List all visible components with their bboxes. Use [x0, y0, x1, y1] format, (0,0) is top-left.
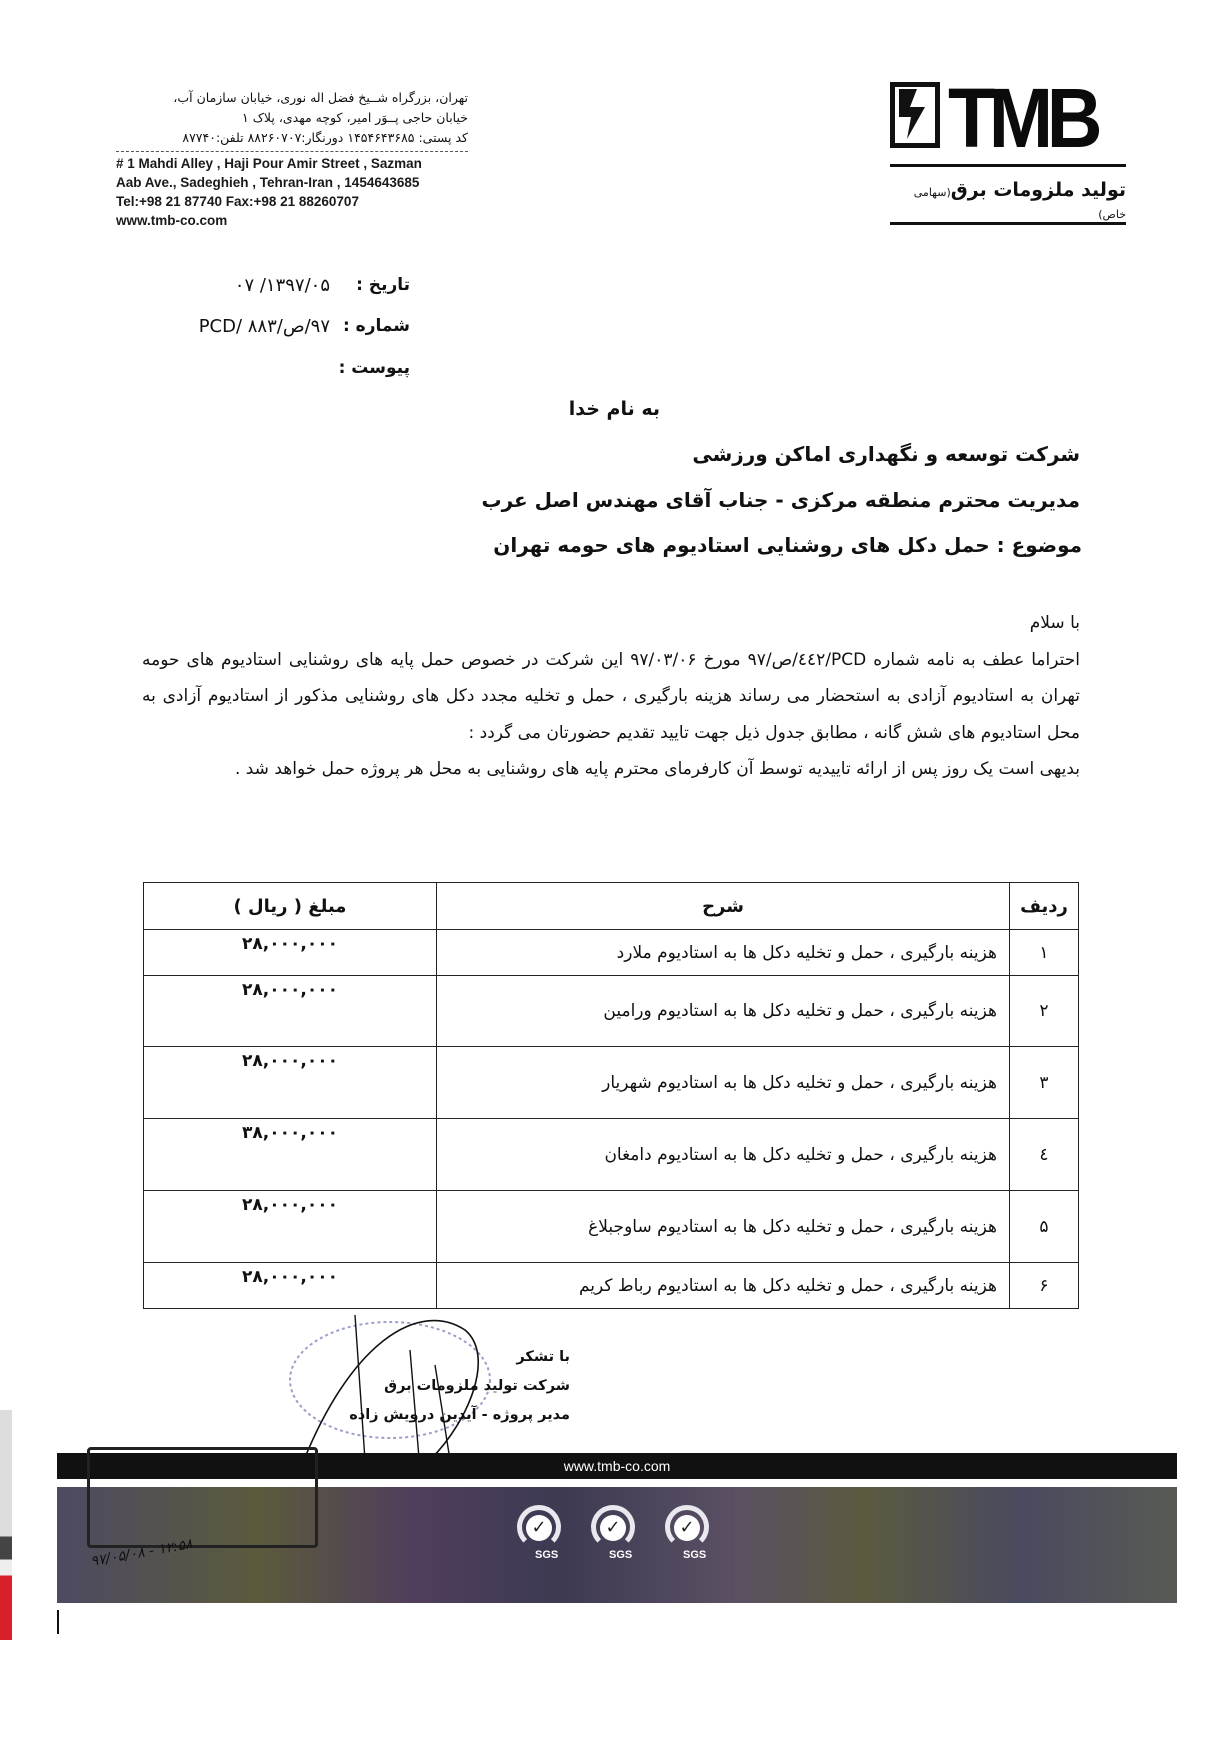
table-row — [144, 930, 1079, 976]
row-index: ٤ — [1010, 1119, 1079, 1191]
header-amount: مبلغ ( ریال ) — [144, 883, 437, 930]
date-row — [150, 275, 410, 301]
signature-block — [290, 1343, 570, 1430]
table-header-row — [144, 883, 1079, 930]
company-logo — [890, 71, 1130, 232]
recipient-addressee: مدیریت محترم منطقه مرکزی - جناب آقای مهندس اصل عرب — [481, 488, 1080, 512]
address-fa-line: کد پستی: ۱۴۵۴۶۴۳۶۸۵ دورنگار:۸۸۲۶۰۷۰۷ تلفن:۸۷۷۴۰ — [182, 130, 468, 145]
margin-mark — [57, 1610, 59, 1634]
address-en-line: # 1 Mahdi Alley , Haji Pour Amir Street , Sazman — [116, 156, 422, 171]
row-description: هزینه بارگیری ، حمل و تخلیه دکل ها به استادیوم رباط کریم — [437, 1263, 1010, 1309]
attachment-label: پیوست : — [338, 358, 410, 378]
company-type: (سهامی خاص) — [913, 186, 1126, 221]
header-index: ردیف — [1010, 883, 1079, 930]
table-row — [144, 976, 1079, 1047]
row-amount: ۲۸,۰۰۰,۰۰۰ — [144, 930, 437, 976]
table-row — [144, 1191, 1079, 1263]
row-index: ۶ — [1010, 1263, 1079, 1309]
row-description: هزینه بارگیری ، حمل و تخلیه دکل ها به استادیوم دامغان — [437, 1119, 1010, 1191]
address-fa — [116, 88, 468, 148]
row-index: ۵ — [1010, 1191, 1079, 1263]
logo-text: TMB — [948, 71, 1097, 165]
date-label: تاریخ : — [356, 275, 410, 295]
badge-label: SGS — [683, 1549, 707, 1561]
row-index: ۲ — [1010, 976, 1079, 1047]
paragraph: بدیهی است یک روز پس از ارائه تاییدیه توسط آن کارفرمای محترم پایه های روشنایی به محل هر پروژه حمل خواهد شد . — [234, 759, 1080, 779]
row-amount: ۲۸,۰۰۰,۰۰۰ — [144, 1263, 437, 1309]
lightning-bolt-icon — [890, 82, 940, 148]
signature-company: شرکت تولید ملزومات برق — [384, 1378, 570, 1394]
address-en — [116, 154, 476, 230]
recipient-organization: شرکت توسعه و نگهداری اماکن ورزشی — [692, 442, 1080, 466]
sgs-certification-badge-icon: ✓ SGS — [515, 1505, 565, 1565]
badge-label: SGS — [609, 1549, 633, 1561]
page-edge-strip — [0, 1410, 12, 1640]
table-row — [144, 1119, 1079, 1191]
row-amount: ۳۸,۰۰۰,۰۰۰ — [144, 1119, 437, 1191]
cost-table — [143, 882, 1079, 1309]
logo-rule-top — [890, 164, 1126, 167]
subject: موضوع : حمل دکل های روشنایی استادیوم های حومه تهران — [493, 533, 1082, 557]
badge-label: SGS — [535, 1549, 559, 1561]
logo-rule-bottom — [890, 222, 1126, 225]
row-index: ۱ — [1010, 930, 1079, 976]
number-label: شماره : — [342, 316, 410, 336]
row-index: ۳ — [1010, 1047, 1079, 1119]
handwritten-note: ۹۷/۰۵/۰۸ - ۱۲:۵۸ — [89, 1536, 194, 1570]
date-value: ۱۳۹۷/۰۵/ ۰۷ — [234, 275, 330, 296]
row-description: هزینه بارگیری ، حمل و تخلیه دکل ها به استادیوم شهریار — [437, 1047, 1010, 1119]
sgs-certification-badge-icon: ✓ SGS — [589, 1505, 639, 1565]
company-name: تولید ملزومات برق — [950, 179, 1126, 201]
row-description: هزینه بارگیری ، حمل و تخلیه دکل ها به استادیوم ملارد — [437, 930, 1010, 976]
row-amount: ۲۸,۰۰۰,۰۰۰ — [144, 1047, 437, 1119]
row-description: هزینه بارگیری ، حمل و تخلیه دکل ها به استادیوم ساوجبلاغ — [437, 1191, 1010, 1263]
website-link[interactable]: www.tmb-co.com — [116, 213, 228, 228]
company-name-fa — [890, 179, 1126, 223]
closing: با تشکر — [516, 1349, 570, 1365]
row-description: هزینه بارگیری ، حمل و تخلیه دکل ها به استادیوم ورامین — [437, 976, 1010, 1047]
address-divider — [116, 151, 468, 152]
sgs-certification-badge-icon: ✓ SGS — [663, 1505, 713, 1565]
greeting: با سلام — [1029, 613, 1080, 633]
row-amount: ۲۸,۰۰۰,۰۰۰ — [144, 976, 437, 1047]
contact-phone-fax: Tel:+98 21 87740 Fax:+98 21 88260707 — [116, 194, 359, 209]
table-row — [144, 1263, 1079, 1309]
paragraph: احتراما عطف به نامه شماره PCD/٤٤٢/ص/۹۷ مورخ ۹۷/۰۳/۰۶ این شرکت در خصوص حمل پایه های روشنایی استادیوم های حومه تهران به استادیوم آزادی به استحضار می رساند هزینه بارگیری ، حمل و تخلیه مجدد دکل های روشنایی مذکور از استادیوم آزادی به محل استادیوم های شش گانه ، مطابق جدول ذیل جهت تایید تقدیم حضورتان می گردد : — [142, 649, 1080, 743]
address-fa-line: تهران، بزرگراه شــیخ فضل اله نوری، خیابان سازمان آب، — [173, 90, 468, 105]
address-en-line: Aab Ave., Sadeghieh , Tehran-Iran , 1454643685 — [116, 175, 420, 190]
header-description: شرح — [437, 883, 1010, 930]
signer-name: مدیر پروژه - آیدین درویش زاده — [349, 1407, 570, 1423]
invocation: به نام خدا — [568, 398, 660, 420]
attachment-row — [150, 358, 410, 384]
row-amount: ۲۸,۰۰۰,۰۰۰ — [144, 1191, 437, 1263]
table-row — [144, 1047, 1079, 1119]
footer-band — [57, 1487, 1177, 1603]
number-row — [150, 316, 410, 342]
number-value: ۹۷/ص/PCD/ ۸۸۳ — [198, 316, 330, 337]
address-fa-line: خیابان حاجی پــوَر امیر، کوچه مهدی، پلاک ۱ — [242, 110, 468, 125]
received-stamp-box — [87, 1447, 318, 1548]
letter-body — [142, 605, 1080, 788]
footer-website-link[interactable]: www.tmb-co.com — [563, 1458, 671, 1474]
